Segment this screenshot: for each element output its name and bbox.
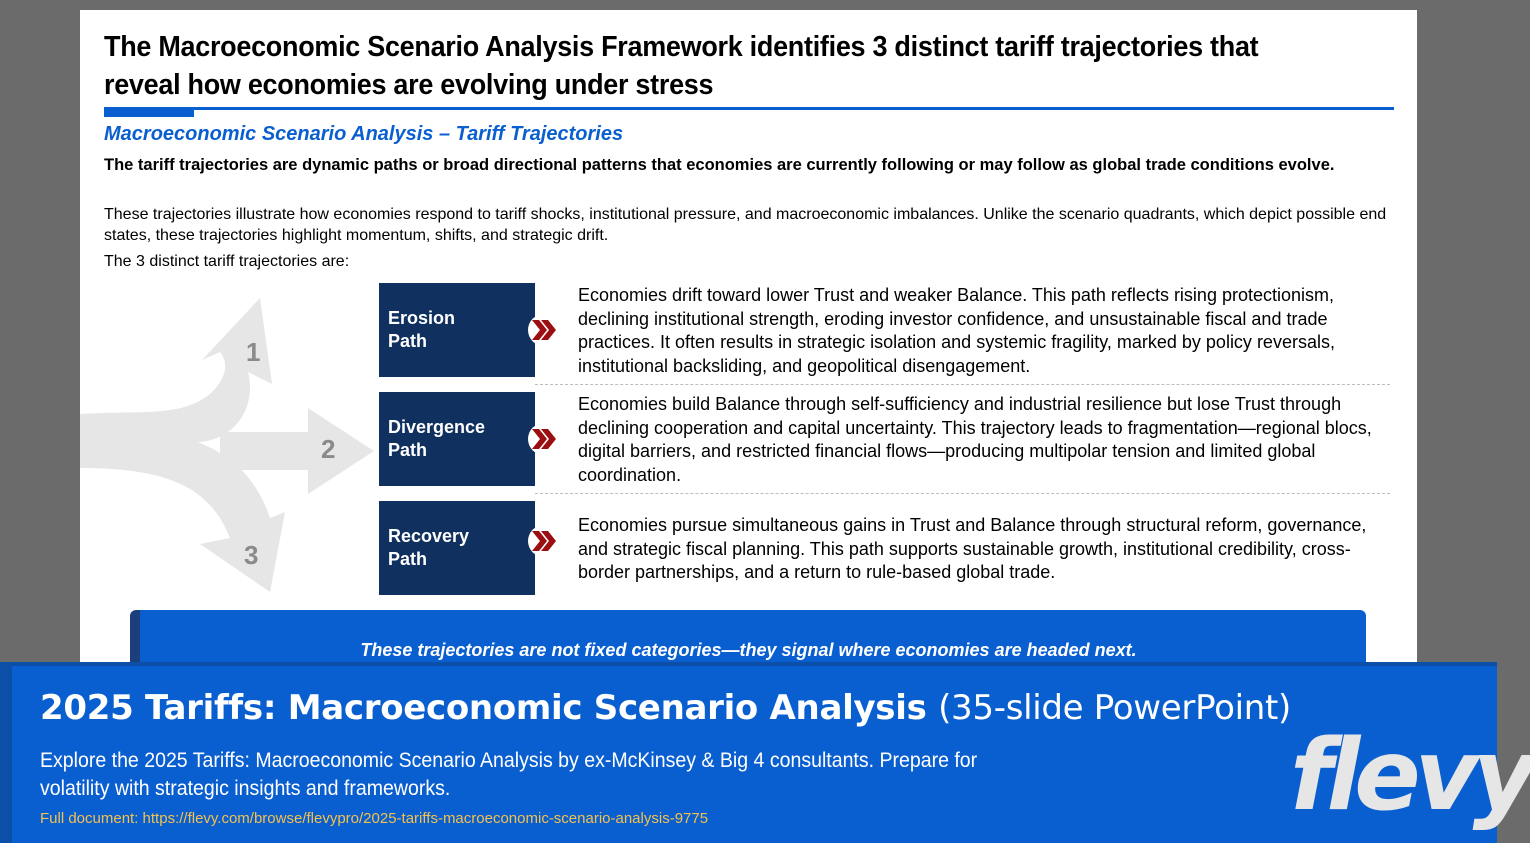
path-label-line1: Recovery — [388, 526, 470, 546]
section-subtitle: Macroeconomic Scenario Analysis – Tariff Trajectories — [104, 123, 624, 145]
title-rule — [104, 107, 1394, 110]
chevron-right-icon — [528, 525, 560, 557]
arrow-number-2: 2 — [321, 434, 336, 464]
lead-text: The tariff trajectories are dynamic paths or broad directional patterns that economies are currently following or may follow as global trade conditions evolve. — [104, 156, 1335, 174]
banner-title-main: 2025 Tariffs: Macroeconomic Scenario Analysis — [40, 688, 927, 728]
title-rule-accent — [104, 109, 194, 117]
trajectory-arrows-graphic — [80, 298, 380, 588]
banner-edge — [0, 662, 12, 843]
arrow-number-3: 3 — [244, 540, 259, 570]
erosion-path-label — [379, 283, 535, 377]
recovery-path-description: Economies pursue simultaneous gains in Trust and Balance through structural reform, governance, and strategic fiscal planning. This path supports sustainable growth, institutional credibility, cross-border partnerships, and a return to rule-based global trade. — [578, 515, 1367, 582]
path-label-line2: Path — [388, 331, 428, 351]
chevron-right-icon — [528, 314, 560, 346]
intro-text: The 3 distinct tariff trajectories are: — [104, 253, 350, 270]
chevron-right-icon — [528, 423, 560, 455]
path-label-line1: Erosion — [388, 308, 456, 328]
recovery-path-label — [379, 501, 535, 595]
banner-title-suffix: (35-slide PowerPoint) — [938, 688, 1291, 728]
body-text: These trajectories illustrate how economies respond to tariff shocks, institutional pressure, and macroeconomic imbalances. Unlike the scenario quadrants, which depict possible end states, these trajectories highlight momentum, shifts, and strategic drift. — [104, 206, 1387, 244]
arrow-number-1: 1 — [246, 337, 261, 367]
banner-description: Explore the 2025 Tariffs: Macroeconomic Scenario Analysis by ex-McKinsey & Big 4 consultants. Prepare for volatility with strategic insights and frameworks. — [40, 749, 978, 800]
slide-title: The Macroeconomic Scenario Analysis Framework identifies 3 distinct tariff trajectories that reveal how economies are evolving under stress — [104, 31, 1259, 101]
path-label-line2: Path — [388, 549, 428, 569]
divergence-path-description: Economies build Balance through self-sufficiency and industrial resilience but lose Trust through declining cooperation and capital uncertainty. This trajectory leads to fragmentation—regional blocs, digital barriers, and restricted financial flows—producing multipolar tension and limited global coordination. — [578, 394, 1372, 485]
path-label-line2: Path — [388, 440, 428, 460]
slide — [80, 10, 1417, 670]
divergence-path-label — [379, 392, 535, 486]
row-divider — [535, 493, 1390, 494]
flevy-logo[interactable]: flevy — [1290, 719, 1530, 833]
erosion-path-description: Economies drift toward lower Trust and weaker Balance. This path reflects rising protectionism, declining institutional strength, eroding investor confidence, and unsustainable fiscal and trade practices. It often results in strategic isolation and systemic fragility, marked by policy reversals, institutional backsliding, and geopolitical disengagement. — [578, 285, 1335, 376]
row-divider — [535, 384, 1390, 385]
full-document-link[interactable]: Full document: https://flevy.com/browse/flevypro/2025-tariffs-macroeconomic-scenario-analysis-9775 — [40, 810, 709, 827]
banner-title — [40, 688, 1291, 728]
callout-text: These trajectories are not fixed categories—they signal where economies are headed next. — [360, 640, 1137, 660]
path-label-line1: Divergence — [388, 417, 486, 437]
